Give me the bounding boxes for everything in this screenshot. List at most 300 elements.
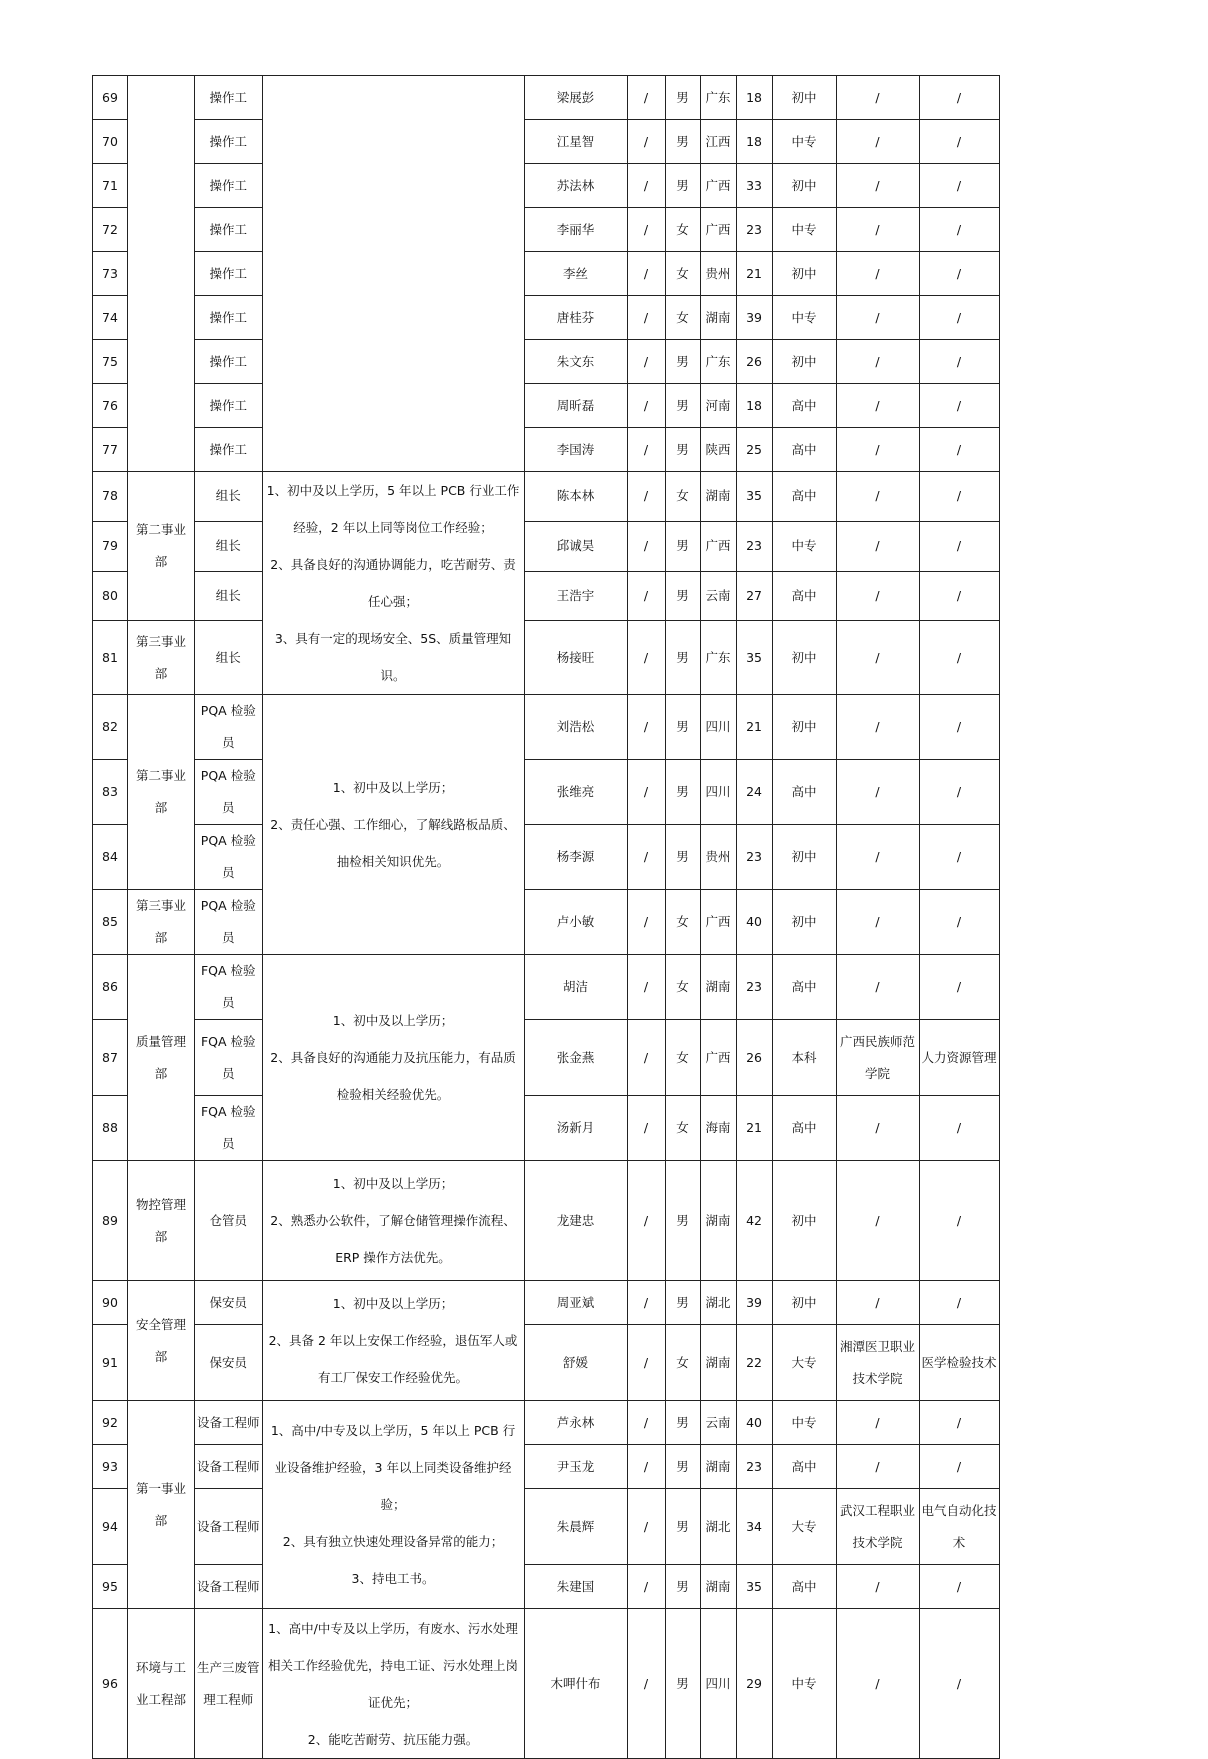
cell-name: 卢小敏 xyxy=(524,890,627,955)
cell-school: / xyxy=(836,1445,919,1489)
cell-education: 大专 xyxy=(772,1489,836,1565)
cell-school: / xyxy=(836,76,919,120)
cell-serial-no: 78 xyxy=(93,472,128,522)
cell-age: 18 xyxy=(736,120,772,164)
cell-age: 18 xyxy=(736,384,772,428)
cell-gender: 女 xyxy=(665,208,700,252)
cell-position: 操作工 xyxy=(195,340,263,384)
requirement-line: 3、具有一定的现场安全、5S、质量管理知识。 xyxy=(274,631,512,683)
cell-blank-mark: / xyxy=(627,252,665,296)
cell-job-requirements xyxy=(262,1401,524,1609)
cell-position: 操作工 xyxy=(195,120,263,164)
cell-age: 23 xyxy=(736,521,772,571)
cell-origin: 四川 xyxy=(700,1609,736,1759)
cell-blank-mark: / xyxy=(627,825,665,890)
table-row xyxy=(93,890,1000,955)
cell-serial-no: 89 xyxy=(93,1161,128,1281)
cell-education: 高中 xyxy=(772,472,836,522)
table-row xyxy=(93,208,1000,252)
cell-school: / xyxy=(836,384,919,428)
cell-position: 保安员 xyxy=(195,1325,263,1401)
cell-age: 40 xyxy=(736,1401,772,1445)
cell-school: / xyxy=(836,521,919,571)
cell-major: / xyxy=(919,1096,999,1161)
cell-gender: 女 xyxy=(665,252,700,296)
cell-serial-no: 96 xyxy=(93,1609,128,1759)
cell-education: 初中 xyxy=(772,695,836,760)
cell-name: 朱文东 xyxy=(524,340,627,384)
cell-name: 朱晨辉 xyxy=(524,1489,627,1565)
cell-blank-mark: / xyxy=(627,296,665,340)
cell-serial-no: 92 xyxy=(93,1401,128,1445)
cell-age: 26 xyxy=(736,340,772,384)
personnel-table xyxy=(92,75,1000,1759)
cell-age: 29 xyxy=(736,1609,772,1759)
table-row xyxy=(93,76,1000,120)
cell-major: / xyxy=(919,571,999,621)
cell-major: / xyxy=(919,1281,999,1325)
cell-name: 木呷什布 xyxy=(524,1609,627,1759)
cell-job-requirements xyxy=(262,695,524,955)
cell-blank-mark: / xyxy=(627,1609,665,1759)
cell-gender: 男 xyxy=(665,760,700,825)
cell-school: / xyxy=(836,208,919,252)
cell-origin: 四川 xyxy=(700,695,736,760)
cell-blank-mark: / xyxy=(627,521,665,571)
table-row xyxy=(93,1096,1000,1161)
requirement-line: 1、初中及以上学历； xyxy=(332,780,454,795)
cell-position: PQA 检验员 xyxy=(195,760,263,825)
cell-major: / xyxy=(919,1445,999,1489)
cell-major: / xyxy=(919,76,999,120)
cell-age: 22 xyxy=(736,1325,772,1401)
cell-major: / xyxy=(919,890,999,955)
cell-gender: 女 xyxy=(665,472,700,522)
cell-position: 设备工程师 xyxy=(195,1445,263,1489)
cell-gender: 女 xyxy=(665,890,700,955)
cell-blank-mark: / xyxy=(627,340,665,384)
cell-name: 杨接旺 xyxy=(524,621,627,695)
cell-school: / xyxy=(836,1565,919,1609)
cell-position: FQA 检验员 xyxy=(195,1096,263,1161)
cell-name: 苏法林 xyxy=(524,164,627,208)
cell-job-requirements xyxy=(262,472,524,695)
cell-education: 初中 xyxy=(772,621,836,695)
cell-position: PQA 检验员 xyxy=(195,825,263,890)
requirement-line: 2、具备良好的沟通协调能力，吃苦耐劳、责任心强； xyxy=(270,557,516,609)
cell-position: 操作工 xyxy=(195,252,263,296)
cell-origin: 广西 xyxy=(700,164,736,208)
cell-name: 杨李源 xyxy=(524,825,627,890)
cell-age: 42 xyxy=(736,1161,772,1281)
cell-major: / xyxy=(919,208,999,252)
cell-gender: 男 xyxy=(665,76,700,120)
cell-education: 初中 xyxy=(772,164,836,208)
cell-school: / xyxy=(836,164,919,208)
cell-serial-no: 95 xyxy=(93,1565,128,1609)
cell-gender: 男 xyxy=(665,1281,700,1325)
cell-origin: 湖南 xyxy=(700,472,736,522)
cell-major: / xyxy=(919,472,999,522)
cell-education: 中专 xyxy=(772,1401,836,1445)
cell-school: / xyxy=(836,890,919,955)
cell-age: 23 xyxy=(736,955,772,1020)
table-row xyxy=(93,1020,1000,1096)
table-row xyxy=(93,760,1000,825)
table-row xyxy=(93,825,1000,890)
cell-position: 操作工 xyxy=(195,384,263,428)
table-row xyxy=(93,1445,1000,1489)
cell-major: / xyxy=(919,120,999,164)
cell-department: 安全管理部 xyxy=(128,1281,195,1401)
cell-serial-no: 72 xyxy=(93,208,128,252)
cell-position: 生产三废管理工程师 xyxy=(195,1609,263,1759)
cell-major: 电气自动化技术 xyxy=(919,1489,999,1565)
cell-origin: 广西 xyxy=(700,890,736,955)
cell-serial-no: 86 xyxy=(93,955,128,1020)
cell-department: 第三事业部 xyxy=(128,621,195,695)
cell-job-requirements xyxy=(262,1281,524,1401)
cell-age: 35 xyxy=(736,472,772,522)
cell-department: 物控管理部 xyxy=(128,1161,195,1281)
table-row xyxy=(93,296,1000,340)
cell-school: / xyxy=(836,571,919,621)
cell-serial-no: 90 xyxy=(93,1281,128,1325)
cell-name: 梁展彭 xyxy=(524,76,627,120)
cell-origin: 湖北 xyxy=(700,1489,736,1565)
cell-name: 邱诚昊 xyxy=(524,521,627,571)
cell-major: / xyxy=(919,164,999,208)
cell-blank-mark: / xyxy=(627,890,665,955)
cell-age: 24 xyxy=(736,760,772,825)
cell-position: 设备工程师 xyxy=(195,1565,263,1609)
cell-origin: 湖南 xyxy=(700,955,736,1020)
cell-name: 李国涛 xyxy=(524,428,627,472)
cell-name: 李丽华 xyxy=(524,208,627,252)
cell-gender: 男 xyxy=(665,1401,700,1445)
cell-blank-mark: / xyxy=(627,1281,665,1325)
cell-gender: 女 xyxy=(665,1325,700,1401)
cell-gender: 男 xyxy=(665,384,700,428)
cell-name: 朱建国 xyxy=(524,1565,627,1609)
cell-serial-no: 93 xyxy=(93,1445,128,1489)
cell-name: 张金燕 xyxy=(524,1020,627,1096)
cell-blank-mark: / xyxy=(627,695,665,760)
cell-job-requirements xyxy=(262,1161,524,1281)
table-row xyxy=(93,955,1000,1020)
requirement-line: 1、高中/中专及以上学历，有废水、污水处理相关工作经验优先，持电工证、污水处理上岗证优先； xyxy=(268,1620,519,1710)
cell-name: 李丝 xyxy=(524,252,627,296)
cell-department: 第二事业部 xyxy=(128,472,195,621)
cell-school: / xyxy=(836,1096,919,1161)
cell-gender: 女 xyxy=(665,1096,700,1161)
cell-blank-mark: / xyxy=(627,1325,665,1401)
cell-name: 王浩宇 xyxy=(524,571,627,621)
cell-gender: 女 xyxy=(665,1020,700,1096)
cell-major: / xyxy=(919,760,999,825)
cell-school: / xyxy=(836,340,919,384)
cell-position: 组长 xyxy=(195,621,263,695)
cell-serial-no: 81 xyxy=(93,621,128,695)
cell-serial-no: 73 xyxy=(93,252,128,296)
cell-department: 第三事业部 xyxy=(128,890,195,955)
cell-gender: 男 xyxy=(665,571,700,621)
cell-position: 组长 xyxy=(195,571,263,621)
cell-education: 初中 xyxy=(772,1161,836,1281)
cell-origin: 广西 xyxy=(700,1020,736,1096)
cell-school: / xyxy=(836,1401,919,1445)
cell-origin: 广东 xyxy=(700,621,736,695)
cell-gender: 男 xyxy=(665,1445,700,1489)
cell-serial-no: 79 xyxy=(93,521,128,571)
cell-name: 陈本林 xyxy=(524,472,627,522)
cell-school: / xyxy=(836,120,919,164)
cell-blank-mark: / xyxy=(627,1445,665,1489)
cell-gender: 女 xyxy=(665,955,700,1020)
table-row xyxy=(93,1609,1000,1759)
cell-serial-no: 75 xyxy=(93,340,128,384)
requirement-line: 2、熟悉办公软件，了解仓储管理操作流程、ERP 操作方法优先。 xyxy=(270,1213,516,1265)
cell-major: / xyxy=(919,384,999,428)
cell-education: 初中 xyxy=(772,1281,836,1325)
cell-name: 尹玉龙 xyxy=(524,1445,627,1489)
cell-blank-mark: / xyxy=(627,1161,665,1281)
cell-gender: 男 xyxy=(665,1565,700,1609)
cell-gender: 男 xyxy=(665,825,700,890)
cell-education: 高中 xyxy=(772,1445,836,1489)
cell-blank-mark: / xyxy=(627,164,665,208)
cell-job-requirements xyxy=(262,1609,524,1759)
cell-name: 唐桂芬 xyxy=(524,296,627,340)
table-row xyxy=(93,1401,1000,1445)
cell-major: / xyxy=(919,340,999,384)
cell-gender: 男 xyxy=(665,120,700,164)
cell-department: 第二事业部 xyxy=(128,695,195,890)
requirement-line: 1、初中及以上学历； xyxy=(332,1176,454,1191)
cell-major: / xyxy=(919,428,999,472)
requirement-line: 1、初中及以上学历； xyxy=(332,1013,454,1028)
cell-origin: 贵州 xyxy=(700,825,736,890)
cell-age: 26 xyxy=(736,1020,772,1096)
cell-school: / xyxy=(836,296,919,340)
cell-gender: 男 xyxy=(665,428,700,472)
cell-age: 34 xyxy=(736,1489,772,1565)
cell-position: 操作工 xyxy=(195,428,263,472)
cell-gender: 男 xyxy=(665,1609,700,1759)
table-row xyxy=(93,384,1000,428)
cell-serial-no: 82 xyxy=(93,695,128,760)
cell-age: 27 xyxy=(736,571,772,621)
cell-serial-no: 83 xyxy=(93,760,128,825)
cell-position: 操作工 xyxy=(195,76,263,120)
cell-education: 中专 xyxy=(772,521,836,571)
cell-origin: 广西 xyxy=(700,521,736,571)
cell-position: 仓管员 xyxy=(195,1161,263,1281)
table-row xyxy=(93,695,1000,760)
table-row xyxy=(93,1565,1000,1609)
cell-school: / xyxy=(836,695,919,760)
cell-school: 广西民族师范学院 xyxy=(836,1020,919,1096)
cell-name: 芦永林 xyxy=(524,1401,627,1445)
cell-education: 初中 xyxy=(772,890,836,955)
cell-name: 龙建忠 xyxy=(524,1161,627,1281)
cell-school: / xyxy=(836,1161,919,1281)
cell-serial-no: 71 xyxy=(93,164,128,208)
requirement-line: 2、具有独立快速处理设备异常的能力； xyxy=(282,1534,504,1549)
cell-origin: 海南 xyxy=(700,1096,736,1161)
cell-origin: 河南 xyxy=(700,384,736,428)
cell-education: 高中 xyxy=(772,955,836,1020)
cell-age: 23 xyxy=(736,208,772,252)
cell-blank-mark: / xyxy=(627,1020,665,1096)
cell-position: FQA 检验员 xyxy=(195,1020,263,1096)
cell-blank-mark: / xyxy=(627,760,665,825)
cell-job-requirements xyxy=(262,955,524,1161)
table-row xyxy=(93,621,1000,695)
cell-origin: 湖南 xyxy=(700,1325,736,1401)
cell-gender: 男 xyxy=(665,1489,700,1565)
cell-school: / xyxy=(836,1609,919,1759)
cell-age: 18 xyxy=(736,76,772,120)
cell-origin: 贵州 xyxy=(700,252,736,296)
cell-position: PQA 检验员 xyxy=(195,695,263,760)
cell-serial-no: 70 xyxy=(93,120,128,164)
cell-education: 高中 xyxy=(772,428,836,472)
cell-blank-mark: / xyxy=(627,1096,665,1161)
cell-serial-no: 69 xyxy=(93,76,128,120)
cell-education: 高中 xyxy=(772,384,836,428)
cell-position: 操作工 xyxy=(195,208,263,252)
cell-department xyxy=(128,76,195,472)
cell-serial-no: 91 xyxy=(93,1325,128,1401)
cell-major: / xyxy=(919,1609,999,1759)
cell-education: 高中 xyxy=(772,571,836,621)
cell-gender: 男 xyxy=(665,164,700,208)
cell-position: 保安员 xyxy=(195,1281,263,1325)
cell-education: 初中 xyxy=(772,340,836,384)
cell-school: / xyxy=(836,1281,919,1325)
cell-blank-mark: / xyxy=(627,955,665,1020)
cell-gender: 男 xyxy=(665,621,700,695)
cell-origin: 四川 xyxy=(700,760,736,825)
cell-position: 设备工程师 xyxy=(195,1489,263,1565)
cell-department: 第一事业部 xyxy=(128,1401,195,1609)
cell-education: 初中 xyxy=(772,252,836,296)
cell-major: / xyxy=(919,521,999,571)
cell-age: 35 xyxy=(736,1565,772,1609)
cell-origin: 广东 xyxy=(700,76,736,120)
cell-school: / xyxy=(836,955,919,1020)
cell-education: 高中 xyxy=(772,1565,836,1609)
cell-blank-mark: / xyxy=(627,384,665,428)
cell-education: 中专 xyxy=(772,208,836,252)
cell-gender: 男 xyxy=(665,340,700,384)
table-row xyxy=(93,1489,1000,1565)
cell-school: 武汉工程职业技术学院 xyxy=(836,1489,919,1565)
table-row xyxy=(93,120,1000,164)
cell-education: 高中 xyxy=(772,760,836,825)
cell-school: / xyxy=(836,252,919,296)
cell-gender: 女 xyxy=(665,296,700,340)
cell-gender: 男 xyxy=(665,521,700,571)
cell-school: / xyxy=(836,760,919,825)
cell-blank-mark: / xyxy=(627,428,665,472)
cell-gender: 男 xyxy=(665,695,700,760)
requirement-line: 2、责任心强、工作细心，了解线路板品质、抽检相关知识优先。 xyxy=(270,817,516,869)
requirement-line: 2、能吃苦耐劳、抗压能力强。 xyxy=(307,1731,479,1747)
cell-origin: 湖南 xyxy=(700,1445,736,1489)
cell-major: 医学检验技术 xyxy=(919,1325,999,1401)
requirement-line: 2、具备 2 年以上安保工作经验，退伍军人或有工厂保安工作经验优先。 xyxy=(268,1333,518,1385)
cell-origin: 陕西 xyxy=(700,428,736,472)
cell-blank-mark: / xyxy=(627,120,665,164)
cell-name: 胡洁 xyxy=(524,955,627,1020)
cell-origin: 湖南 xyxy=(700,1565,736,1609)
cell-education: 初中 xyxy=(772,825,836,890)
cell-origin: 广东 xyxy=(700,340,736,384)
cell-age: 21 xyxy=(736,1096,772,1161)
cell-name: 周昕磊 xyxy=(524,384,627,428)
cell-major: / xyxy=(919,1565,999,1609)
cell-school: / xyxy=(836,621,919,695)
cell-blank-mark: / xyxy=(627,571,665,621)
table-row xyxy=(93,521,1000,571)
cell-blank-mark: / xyxy=(627,208,665,252)
cell-education: 中专 xyxy=(772,296,836,340)
cell-gender: 男 xyxy=(665,1161,700,1281)
cell-education: 初中 xyxy=(772,76,836,120)
table-row xyxy=(93,1161,1000,1281)
cell-blank-mark: / xyxy=(627,1401,665,1445)
cell-name: 汤新月 xyxy=(524,1096,627,1161)
cell-major: / xyxy=(919,1401,999,1445)
cell-major: / xyxy=(919,695,999,760)
cell-position: PQA 检验员 xyxy=(195,890,263,955)
table-row xyxy=(93,164,1000,208)
table-row xyxy=(93,428,1000,472)
cell-school: / xyxy=(836,428,919,472)
cell-origin: 湖南 xyxy=(700,296,736,340)
cell-serial-no: 94 xyxy=(93,1489,128,1565)
cell-school: / xyxy=(836,472,919,522)
cell-blank-mark: / xyxy=(627,1489,665,1565)
cell-education: 本科 xyxy=(772,1020,836,1096)
cell-department: 质量管理部 xyxy=(128,955,195,1161)
cell-major: / xyxy=(919,296,999,340)
cell-origin: 湖南 xyxy=(700,1161,736,1281)
cell-name: 江星智 xyxy=(524,120,627,164)
cell-origin: 云南 xyxy=(700,1401,736,1445)
cell-major: / xyxy=(919,621,999,695)
cell-school: 湘潭医卫职业技术学院 xyxy=(836,1325,919,1401)
cell-age: 33 xyxy=(736,164,772,208)
cell-name: 张维亮 xyxy=(524,760,627,825)
cell-major: / xyxy=(919,955,999,1020)
cell-serial-no: 85 xyxy=(93,890,128,955)
cell-age: 35 xyxy=(736,621,772,695)
cell-education: 中专 xyxy=(772,1609,836,1759)
cell-age: 23 xyxy=(736,825,772,890)
cell-position: FQA 检验员 xyxy=(195,955,263,1020)
cell-position: 组长 xyxy=(195,472,263,522)
cell-job-requirements xyxy=(262,76,524,472)
cell-major: / xyxy=(919,1161,999,1281)
cell-age: 23 xyxy=(736,1445,772,1489)
cell-serial-no: 88 xyxy=(93,1096,128,1161)
cell-position: 操作工 xyxy=(195,296,263,340)
cell-blank-mark: / xyxy=(627,76,665,120)
cell-age: 25 xyxy=(736,428,772,472)
